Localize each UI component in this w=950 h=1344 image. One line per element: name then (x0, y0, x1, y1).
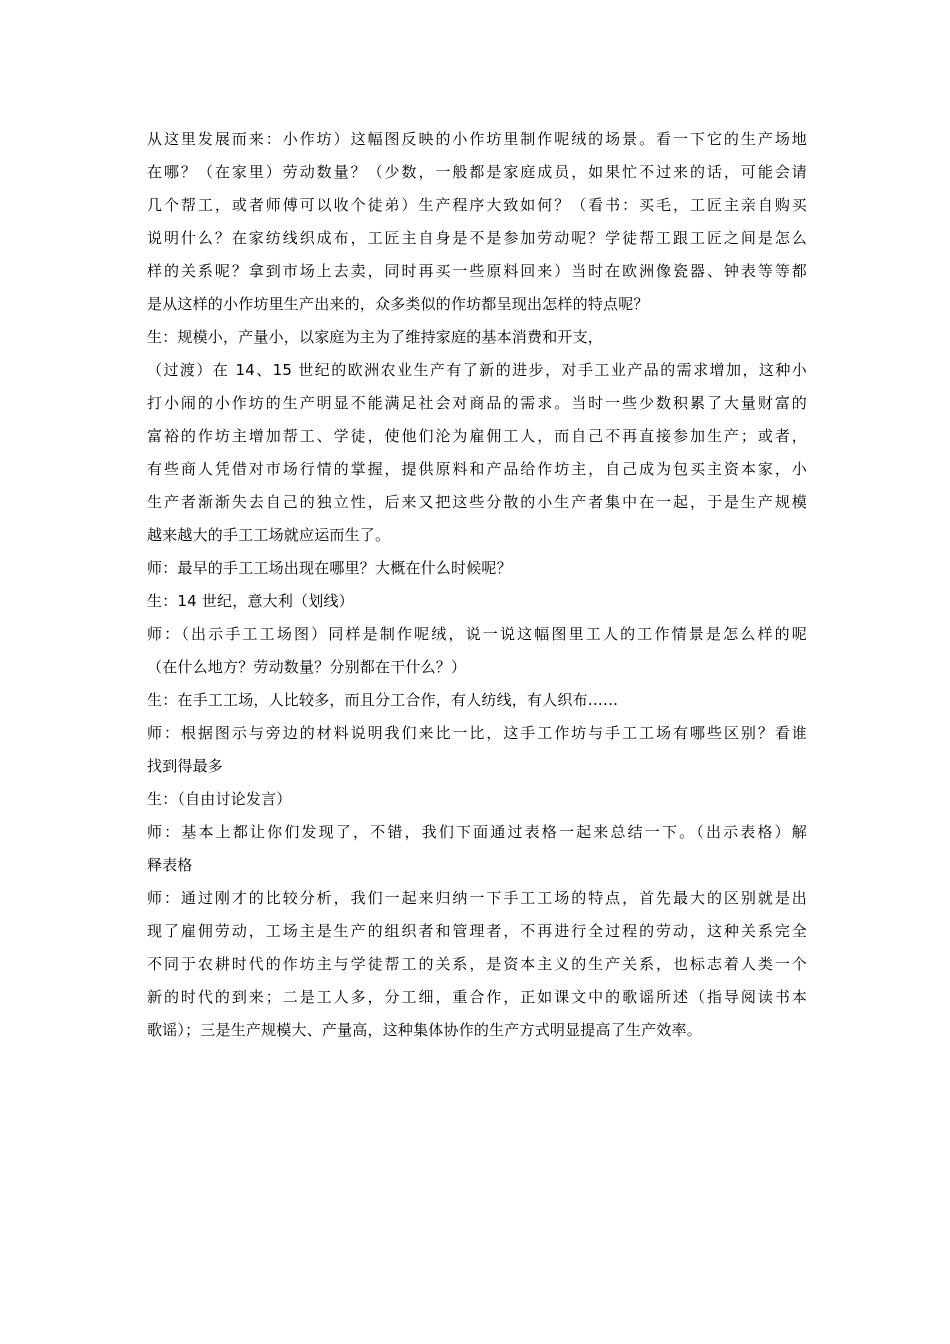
paragraph-line: 越来越大的手工工场就应运而生了。 (147, 526, 391, 544)
paragraph-line: 歌谣）；三是生产规模大、产量高，这种集体协作的生产方式明显提高了生产效率。 (147, 1021, 702, 1039)
paragraph-line: 从这里发展而来：小作坊）这幅图反映的小作坊里制作呢绒的场景。看一下它的生产场地 (147, 130, 807, 148)
paragraph-line: 生：（自由讨论发言） (147, 790, 292, 808)
paragraph-line: 师：根据图示与旁边的材料说明我们来比一比，这手工作坊与手工工场有哪些区别？看谁 (147, 724, 807, 742)
paragraph-line: 释表格 (147, 856, 193, 874)
paragraph-line: 师：（出示手工工场图）同样是制作呢绒，说一说这幅图里工人的工作情景是怎么样的呢 (147, 625, 807, 643)
paragraph-line: 生：规模小，产量小，以家庭为主为了维持家庭的基本消费和开支， (147, 328, 604, 346)
paragraph-line: 不同于农耕时代的作坊主与学徒帮工的关系，是资本主义的生产关系，也标志着人类一个 (147, 955, 807, 973)
paragraph-line: 富裕的作坊主增加帮工、学徒，使他们沦为雇佣工人，而自己不再直接参加生产；或者， (147, 427, 807, 445)
paragraph-line: 是从这样的小作坊里生产出来的，众多类似的作坊都呈现出怎样的特点呢？ (147, 295, 649, 313)
paragraph-line: 生：14 世纪，意大利（划线） (147, 592, 354, 610)
paragraph-line: 师：基本上都让你们发现了，不错，我们下面通过表格一起来总结一下。（出示表格）解 (147, 823, 807, 841)
paragraph-line: （在什么地方？劳动数量？分别都在干什么？） (147, 658, 467, 676)
document-body (147, 123, 807, 1047)
paragraph-line: 找到得最多 (147, 757, 224, 775)
paragraph-line: 在哪？（在家里）劳动数量？（少数，一般都是家庭成员，如果忙不过来的话，可能会请 (147, 163, 807, 181)
paragraph-line: 生产者渐渐失去自己的独立性，后来又把这些分散的小生产者集中在一起，于是生产规模 (147, 493, 807, 511)
paragraph-line: 师：通过刚才的比较分析，我们一起来归纳一下手工工场的特点，首先最大的区别就是出 (147, 889, 807, 907)
paragraph-line: 现了雇佣劳动，工场主是生产的组织者和管理者，不再进行全过程的劳动，这种关系完全 (147, 922, 807, 940)
paragraph-line: 师：最早的手工工场出现在哪里？大概在什么时候呢？ (147, 559, 512, 577)
paragraph-line: 新的时代的到来；二是工人多，分工细，重合作，正如课文中的歌谣所述（指导阅读书本 (147, 988, 807, 1006)
paragraph-line: 样的关系呢？拿到市场上去卖，同时再买一些原料回来）当时在欧洲像瓷器、钟表等等都 (147, 262, 807, 280)
paragraph-line: 说明什么？在家纺线织成布，工匠主自身是不是参加劳动呢？学徒帮工跟工匠之间是怎么 (147, 229, 807, 247)
paragraph-line: 几个帮工，或者师傅可以收个徒弟）生产程序大致如何？（看书：买毛，工匠主亲自购买 (147, 196, 807, 214)
paragraph-line: 有些商人凭借对市场行情的掌握，提供原料和产品给作坊主，自己成为包买主资本家，小 (147, 460, 807, 478)
paragraph-line: 生：在手工工场，人比较多，而且分工合作，有人纺线，有人织布…… (147, 691, 619, 709)
paragraph-line: 打小闹的小作坊的生产明显不能满足社会对商品的需求。当时一些少数积累了大量财富的 (147, 394, 807, 412)
paragraph-line: （过渡）在 14、15 世纪的欧洲农业生产有了新的进步，对手工业产品的需求增加，这种小 (147, 361, 807, 379)
